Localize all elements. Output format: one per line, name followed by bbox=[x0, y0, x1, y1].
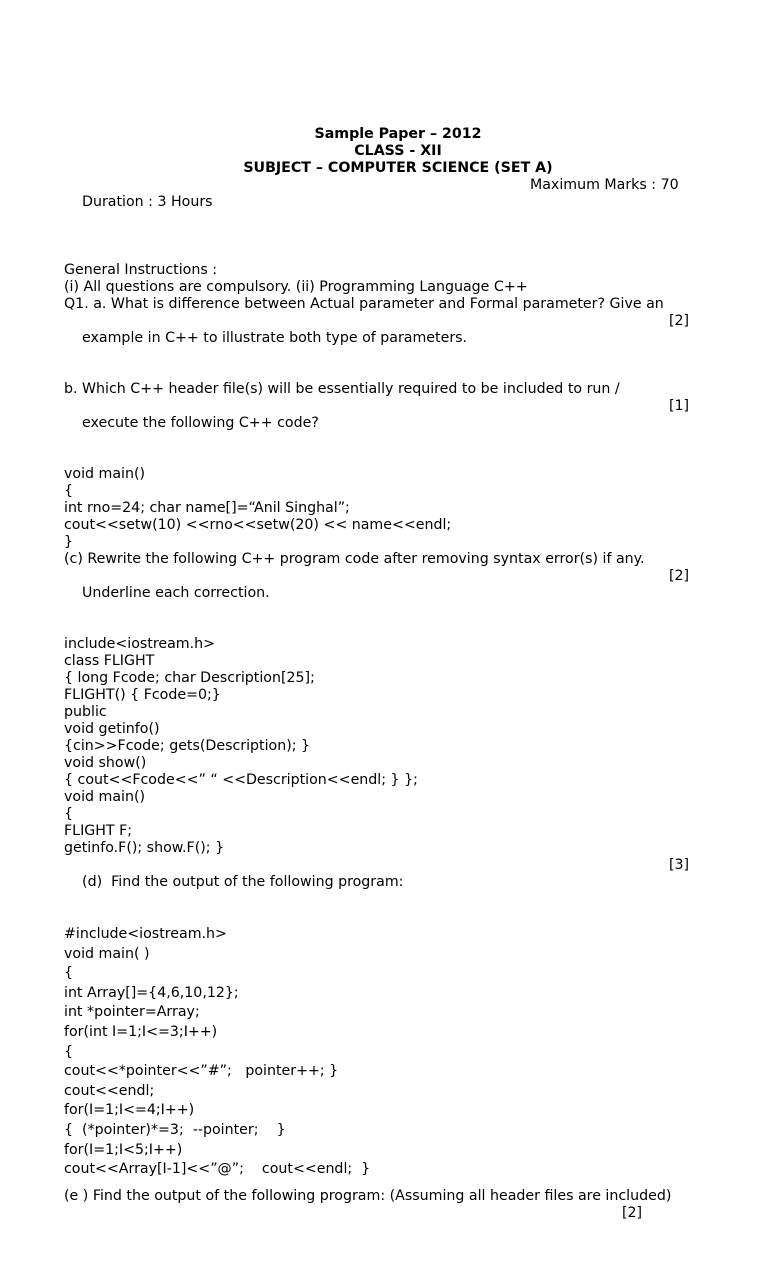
q1c-code-line: { long Fcode; char Description[25]; bbox=[64, 670, 315, 686]
q1e-line1: (e ) Find the output of the following program: (Assuming all header files are included) bbox=[64, 1187, 672, 1204]
q1c-line1: (c) Rewrite the following C++ program code after removing syntax error(s) if any. bbox=[64, 551, 645, 567]
q1c-code-line: FLIGHT F; bbox=[64, 823, 133, 839]
q1d-code-line: int Array[]={4,6,10,12}; bbox=[64, 984, 239, 1001]
q1e-marks: [2] bbox=[622, 1204, 643, 1221]
q1d-code-line: { (*pointer)*=3; --pointer; } bbox=[64, 1121, 286, 1138]
question-paper bbox=[64, 126, 736, 1273]
instructions-heading: General Instructions : bbox=[64, 262, 218, 278]
q1a-line2: example in C++ to illustrate both type of parameters. bbox=[82, 330, 468, 346]
q1a-marks: [2] bbox=[669, 313, 690, 329]
q1b-marks: [1] bbox=[669, 398, 690, 414]
q1b-code-line: { bbox=[64, 483, 74, 499]
paper-title: Sample Paper – 2012 bbox=[314, 126, 482, 142]
q1b-line2: execute the following C++ code? bbox=[82, 415, 319, 431]
q1d-code-line: { bbox=[64, 965, 74, 982]
q1d-code-line: void main( ) bbox=[64, 945, 150, 962]
q1d-code-line: for(I=1;I<5;I++) bbox=[64, 1141, 183, 1158]
q1d-code-line: int *pointer=Array; bbox=[64, 1004, 200, 1021]
q1c-code-line: public bbox=[64, 704, 107, 720]
q1d-line1-row bbox=[64, 857, 736, 925]
q1d-code-line: cout<<Array[I-1]<<”@”; cout<<endl; } bbox=[64, 1161, 371, 1178]
q1d-code-line: cout<<*pointer<<”#”; pointer++; } bbox=[64, 1063, 339, 1080]
q1d-code-line: for(int I=1;I<=3;I++) bbox=[64, 1023, 218, 1040]
q1d-code-line: for(I=1;I<=4;I++) bbox=[64, 1102, 195, 1119]
instructions-text: (i) All questions are compulsory. (ii) Programming Language C++ bbox=[64, 279, 528, 295]
q1c-line2-row bbox=[64, 568, 736, 636]
q1b-code-line: cout<<setw(10) <<rno<<setw(20) << name<<endl; bbox=[64, 517, 452, 533]
q1b-line1: b. Which C++ header file(s) will be essentially required to be included to run / bbox=[64, 381, 620, 397]
q1d-code bbox=[64, 925, 736, 1180]
q1c-code-line: {cin>>Fcode; gets(Description); } bbox=[64, 738, 311, 754]
q1d-line1: (d) Find the output of the following program: bbox=[82, 874, 404, 890]
q1d-code-line: #include<iostream.h> bbox=[64, 926, 227, 942]
class-title: CLASS - XII bbox=[354, 143, 442, 159]
q1c-code-line: getinfo.F(); show.F(); } bbox=[64, 840, 225, 856]
q1b-code-line: } bbox=[64, 534, 74, 550]
q1c-code-line: { bbox=[64, 806, 74, 822]
q1b-code-line: void main() bbox=[64, 466, 146, 482]
q1a-line2-row bbox=[64, 313, 736, 381]
q1c-code-line: FLIGHT() { Fcode=0;} bbox=[64, 687, 221, 703]
duration-marks-row bbox=[64, 177, 736, 245]
q1c-code-line: void main() bbox=[64, 789, 146, 805]
q1b-line2-row bbox=[64, 398, 736, 466]
q1c-line2: Underline each correction. bbox=[82, 585, 270, 601]
q1c-code-line: void getinfo() bbox=[64, 721, 160, 737]
q1c-code-line: void show() bbox=[64, 755, 147, 771]
q1c-marks: [2] bbox=[669, 568, 690, 584]
q1b-code-line: int rno=24; char name[]=“Anil Singhal”; bbox=[64, 500, 350, 516]
q1a-line1: Q1. a. What is difference between Actual parameter and Formal parameter? Give an bbox=[64, 296, 664, 312]
q1c-code-line: { cout<<Fcode<<” “ <<Description<<endl; } }; bbox=[64, 772, 418, 788]
q1c-code-line: include<iostream.h> bbox=[64, 636, 216, 652]
max-marks-text: Maximum Marks : 70 bbox=[530, 177, 679, 193]
q1e-marks-row bbox=[64, 1205, 736, 1273]
duration-text: Duration : 3 Hours bbox=[82, 194, 213, 210]
subject-title: SUBJECT – COMPUTER SCIENCE (SET A) bbox=[243, 160, 553, 176]
q1d-marks: [3] bbox=[669, 857, 690, 873]
q1d-code-line: { bbox=[64, 1043, 74, 1060]
q1d-code-line: cout<<endl; bbox=[64, 1082, 155, 1099]
q1c-code-line: class FLIGHT bbox=[64, 653, 155, 669]
